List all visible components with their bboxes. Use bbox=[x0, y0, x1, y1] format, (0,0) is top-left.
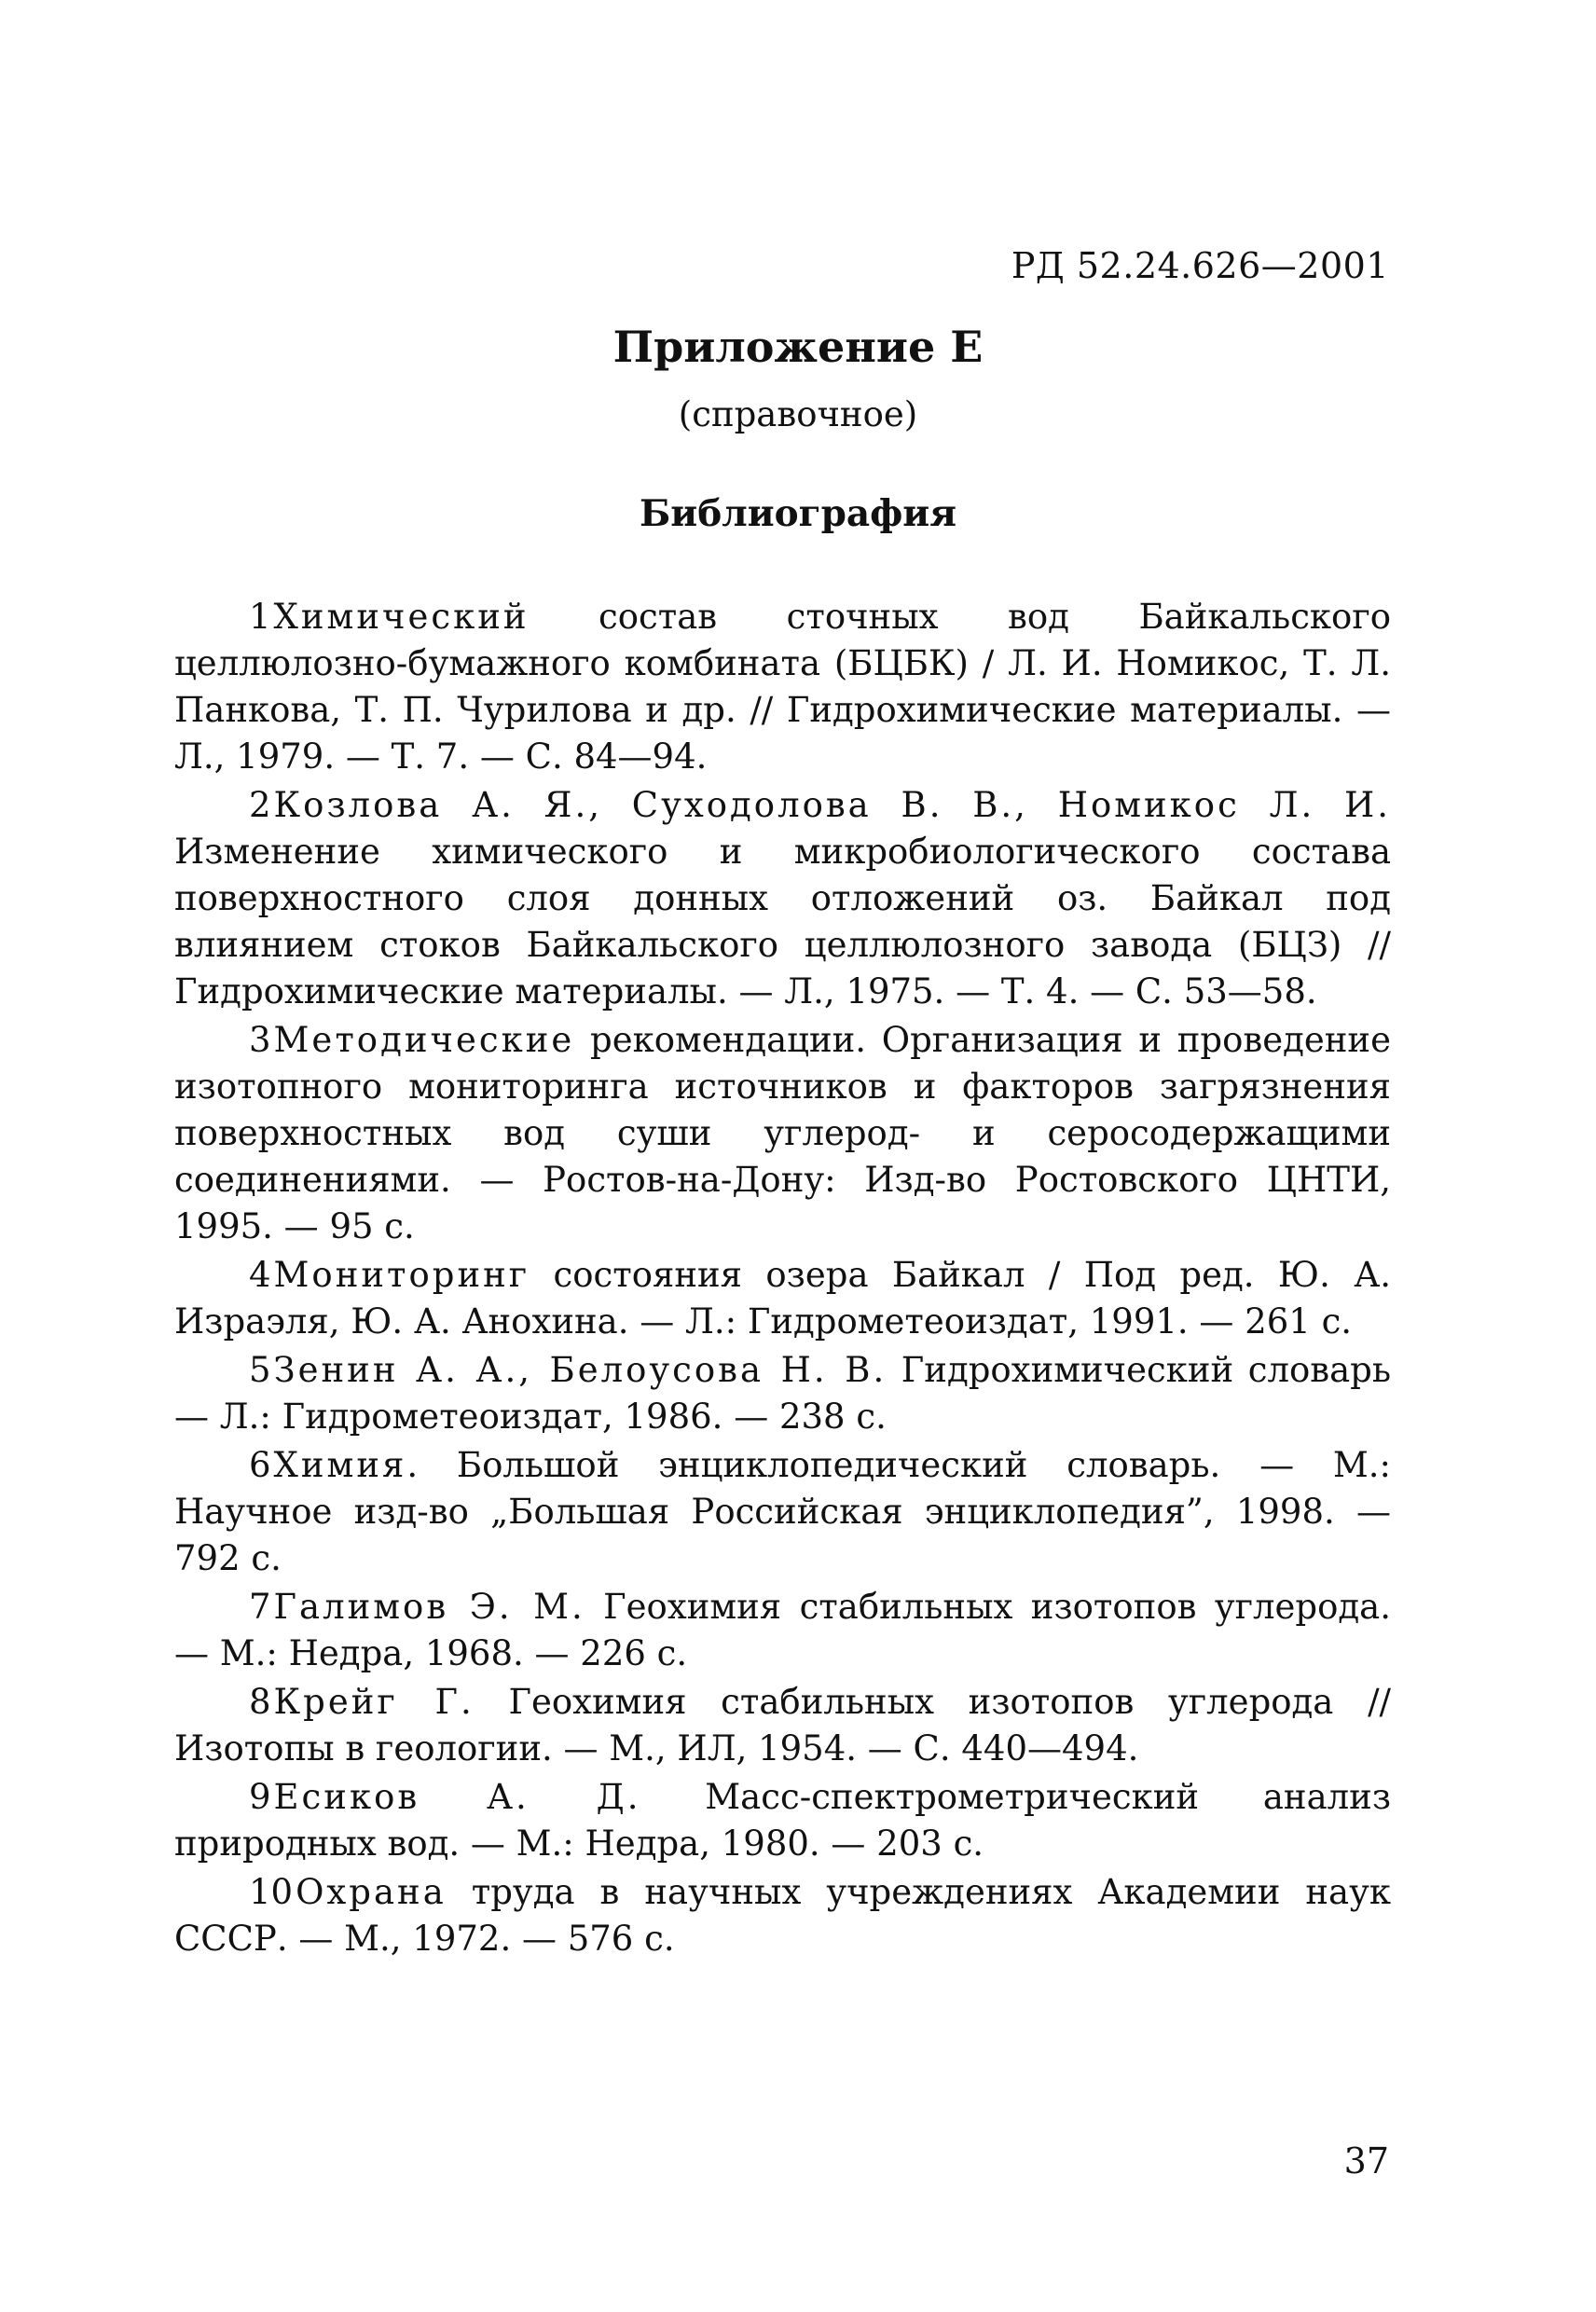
entry-lead: Химия bbox=[273, 1445, 407, 1485]
entry-text: . Большой энциклопедический словарь. — М.: Научное изд-во „Большая Российская энциклопедия”, 1998. — 792 с. bbox=[174, 1445, 1391, 1578]
bibliography-entry bbox=[174, 1869, 1391, 1962]
entry-lead: Мониторинг bbox=[273, 1255, 530, 1295]
entry-number: 10 bbox=[249, 1872, 294, 1912]
entry-lead: Химический bbox=[273, 597, 530, 637]
bibliography-title: Библиография bbox=[639, 492, 957, 535]
appendix-note: (справочное) bbox=[678, 394, 918, 434]
entry-lead: Методические bbox=[273, 1020, 575, 1060]
entry-number: 8 bbox=[249, 1682, 271, 1722]
entry-text: рекомендации. Организация и проведение изотопного мониторинга источников и факторов загрязнения поверхностных вод суши углерод- и серосодержащими соединениями. — Ростов-на-Дону: Изд-во Ростовского ЦНТИ, 1995. — 95 с. bbox=[174, 1020, 1391, 1246]
document-code: РД 52.24.626—2001 bbox=[1011, 245, 1389, 286]
entry-lead: Галимов Э. М. bbox=[273, 1587, 585, 1627]
entry-text: состояния озера Байкал / Под ред. Ю. А. Израэля, Ю. А. Анохина. — Л.: Гидрометеоиздат, 1991. — 261 с. bbox=[174, 1255, 1391, 1342]
bibliography-entry bbox=[174, 782, 1391, 1015]
bibliography-entry bbox=[174, 1679, 1391, 1772]
entry-text: Геохимия стабильных изотопов углерода // Изотопы в геологии. — М., ИЛ, 1954. — С. 440—494. bbox=[174, 1682, 1391, 1768]
bibliography-entry bbox=[174, 594, 1391, 780]
page-number: 37 bbox=[1343, 2140, 1389, 2181]
entry-lead: Есиков А. Д. bbox=[273, 1777, 641, 1817]
bibliography-list bbox=[174, 594, 1391, 1964]
bibliography-entry bbox=[174, 1584, 1391, 1677]
entry-lead: Козлова А. Я., Суходолова В. В., Номикос Л. И. bbox=[273, 785, 1391, 825]
entry-lead: Зенин А. А., Белоусова Н. В. bbox=[273, 1350, 887, 1390]
entry-text: Геохимия стабильных изотопов углерода. — М.: Недра, 1968. — 226 с. bbox=[174, 1587, 1391, 1673]
bibliography-entry bbox=[174, 1347, 1391, 1440]
entry-lead: Крейг Г. bbox=[273, 1682, 475, 1722]
entry-text: Изменение химического и микробиологического состава поверхностного слоя донных отложений оз. Байкал под влиянием стоков Байкальского целлюлозного завода (БЦЗ) // Гидрохимические материалы. — Л., 1975. — Т. 4. — С. 53—58. bbox=[174, 832, 1391, 1012]
entry-number: 1 bbox=[249, 597, 271, 637]
entry-number: 4 bbox=[249, 1255, 271, 1295]
bibliography-entry bbox=[174, 1442, 1391, 1582]
entry-text: Масс-спектрометрический анализ природных вод. — М.: Недра, 1980. — 203 с. bbox=[174, 1777, 1391, 1864]
entry-text: труда в научных учреждениях Академии наук СССР. — М., 1972. — 576 с. bbox=[174, 1872, 1391, 1959]
appendix-title: Приложение Е bbox=[612, 322, 984, 372]
entry-number: 2 bbox=[249, 785, 271, 825]
bibliography-entry bbox=[174, 1017, 1391, 1250]
entry-text: состав сточных вод Байкальского целлюлозно-бумажного комбината (БЦБК) / Л. И. Номикос, Т. Л. Панкова, Т. П. Чурилова и др. // Гидрохимические материалы. — Л., 1979. — Т. 7. — С. 84—94. bbox=[174, 597, 1391, 777]
bibliography-entry bbox=[174, 1774, 1391, 1867]
entry-number: 3 bbox=[249, 1020, 271, 1060]
entry-number: 5 bbox=[249, 1350, 271, 1390]
entry-number: 7 bbox=[249, 1587, 271, 1627]
entry-lead: Охрана bbox=[296, 1872, 447, 1912]
entry-text: Гидрохимический словарь — Л.: Гидрометеоиздат, 1986. — 238 с. bbox=[174, 1350, 1391, 1437]
entry-number: 9 bbox=[249, 1777, 271, 1817]
bibliography-entry bbox=[174, 1252, 1391, 1345]
entry-number: 6 bbox=[249, 1445, 271, 1485]
